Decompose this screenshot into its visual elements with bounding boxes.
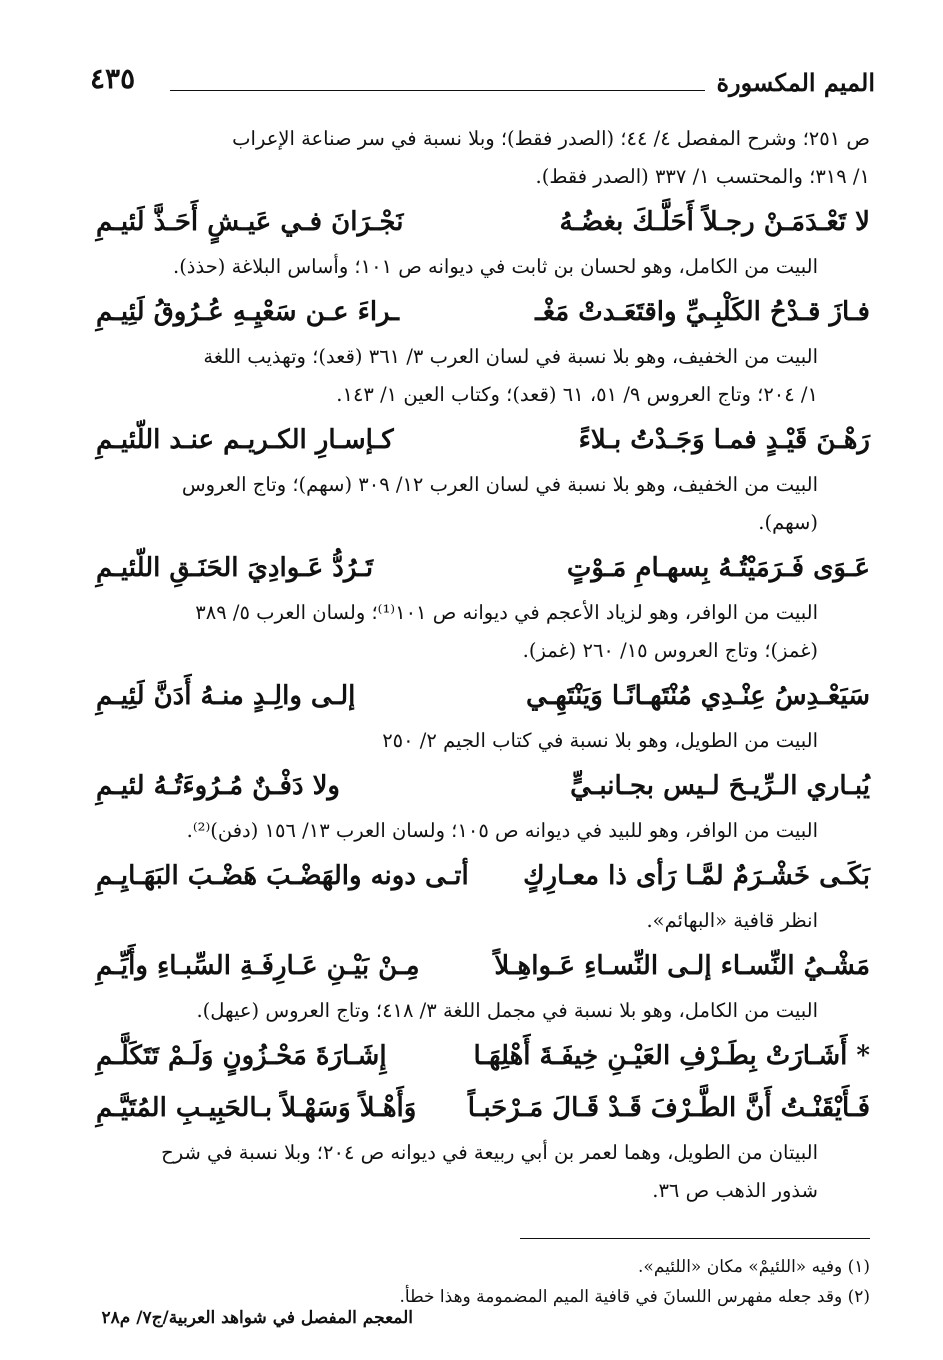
verse-line xyxy=(96,542,870,594)
prose-line: انظر قافية «البهائم». xyxy=(646,909,818,932)
prose-block xyxy=(96,992,870,1030)
verse-second-hemistich: ولا دَفْـنٌ مُـرُوءَتُـهُ لئيـمِ xyxy=(96,771,340,801)
prose-block xyxy=(96,120,870,196)
verse-second-hemistich: نَجْـرَانَ فـي عَيـشٍ أَحَـذَّ لَئيـمِ xyxy=(96,207,404,237)
prose-line: شذور الذهب ص ٣٦. xyxy=(652,1179,818,1202)
verse-second-hemistich: ـراءَ عـن سَعْيِـهِ عُـرُوقُ لَئِيـمِ xyxy=(96,297,400,327)
verse-first-hemistich: بَكَـى خَشْـرَمٌ لمَّـا رَأى ذا معـارِكٍ xyxy=(523,861,870,891)
verse-line xyxy=(96,286,870,338)
verse-line xyxy=(96,940,870,992)
verse-line xyxy=(96,196,870,248)
footnote-rule xyxy=(520,1238,870,1239)
prose-block xyxy=(96,466,870,542)
prose-block xyxy=(96,722,870,760)
prose-line: ١/ ٢٠٤؛ وتاج العروس ٩/ ٥١، ٦١ (قعد)؛ وكتاب العين ١/ ١٤٣. xyxy=(336,383,818,406)
verse-first-hemistich: مَشْـيُ النِّسـاء إلـى النِّسـاءِ عَـواهِـلاً xyxy=(494,951,870,981)
verse-first-hemistich: لا تَعْـدَمَـنْ رجـلاً أَحَلَّـكَ بغضُـهُ xyxy=(559,207,870,237)
verse-line xyxy=(96,670,870,722)
header-rule xyxy=(170,90,705,91)
prose-line: البيت من الخفيف، وهو بلا نسبة في لسان العرب ١٢/ ٣٠٩ (سهم)؛ وتاج العروس xyxy=(181,473,818,496)
verse-first-hemistich: يُبـاري الـرِّيـحَ لـيس بجـانبـيٍّ xyxy=(570,771,870,801)
prose-block xyxy=(96,248,870,286)
prose-line: البيت من الوافر، وهو لزياد الأعجم في ديوانه ص ١٠١⁽¹⁾؛ ولسان العرب ٥/ ٣٨٩ xyxy=(195,601,818,624)
chapter-title: الميم المكسورة xyxy=(716,68,875,97)
verse-line xyxy=(96,760,870,812)
verse-second-hemistich: كـإسـارِ الكـريـم عنـد اللّئيـمِ xyxy=(96,425,394,455)
page-footer: المعجم المفصل في شواهد العربية/ج٧/ م٢٨ xyxy=(101,1308,413,1328)
prose-line: البيت من الطويل، وهو بلا نسبة في كتاب الجيم ٢/ ٢٥٠ xyxy=(382,729,818,752)
verse-first-hemistich: فـازَ قـدْحُ الكَلْبِـيِّ واقتَعَـدتْ مَغْـ xyxy=(535,297,870,327)
page-number: ٤٣٥ xyxy=(90,62,136,95)
page-header xyxy=(90,62,875,102)
verse-first-hemistich: رَهْـنَ قَيْـدٍ فمـا وَجَـدْتُ بـلاءً xyxy=(578,425,870,455)
page-body xyxy=(96,120,870,1210)
verse-first-hemistich: فَـأَيْقَنْـتُ أَنَّ الطَّـرْفَ قَـدْ قَـالَ مَـرْحَبـاً xyxy=(467,1093,870,1123)
prose-block xyxy=(96,902,870,940)
prose-line: البيت من الوافر، وهو للبيد في ديوانه ص ١٠٥؛ ولسان العرب ١٣/ ١٥٦ (دفن)⁽²⁾. xyxy=(186,819,818,842)
verse-second-hemistich: أتـى دونه والهَضْـبَ هَضْـبَ البَهَـايِـمِ xyxy=(96,861,469,891)
prose-line: البيتان من الطويل، وهما لعمر بن أبي ربيعة في ديوانه ص ٢٠٤؛ وبلا نسبة في شرح xyxy=(161,1141,818,1164)
verse-first-hemistich: * أَشَـارَتْ بِطَـرْفِ العَيْـنِ خِيفَـةَ أَهْلِهَـا xyxy=(473,1041,870,1071)
prose-line: البيت من الكامل، وهو بلا نسبة في مجمل اللغة ٣/ ٤١٨؛ وتاج العروس (عيهل). xyxy=(196,999,818,1022)
footnote-2: (٢) وقد جعله مفهرس اللسانَ في قافية الميم المضمومة وهذا خطأ. xyxy=(399,1287,870,1307)
verse-second-hemistich: تَـرُدُّ عَـوادِيَ الحَنَـقِ اللّئيـمِ xyxy=(96,553,374,583)
verse-line xyxy=(96,1082,870,1134)
prose-block xyxy=(96,338,870,414)
prose-line: ص ٢٥١؛ وشرح المفصل ٤/ ٤٤؛ (الصدر فقط)؛ وبلا نسبة في سر صناعة الإعراب xyxy=(232,127,870,150)
verse-second-hemistich: مِـنْ بَيْـنِ عَـارِفَـةِ السِّبـاءِ وأَيِّـمِ xyxy=(96,951,420,981)
prose-line: البيت من الخفيف، وهو بلا نسبة في لسان العرب ٣/ ٣٦١ (قعد)؛ وتهذيب اللغة xyxy=(203,345,818,368)
verse-line xyxy=(96,1030,870,1082)
prose-block xyxy=(96,812,870,850)
verse-second-hemistich: إلـى والِـدٍ منـهُ أَدَنَّ لَئِيـمِ xyxy=(96,681,356,711)
prose-line: (سهم). xyxy=(758,511,818,534)
verse-line xyxy=(96,414,870,466)
footnote-1: (١) وفيه «اللئيمْ» مكان «اللئيم». xyxy=(638,1257,870,1277)
prose-line: البيت من الكامل، وهو لحسان بن ثابت في ديوانه ص ١٠١؛ وأساس البلاغة (حذذ). xyxy=(173,255,818,278)
prose-line: ١/ ٣١٩؛ والمحتسب ١/ ٣٣٧ (الصدر فقط). xyxy=(535,165,870,188)
prose-line: (غمز)؛ وتاج العروس ١٥/ ٢٦٠ (غمز). xyxy=(522,639,818,662)
verse-second-hemistich: وَأَهْـلاً وَسَهْـلاً بـالحَبِيـبِ المُتَيَّـمِ xyxy=(96,1093,417,1123)
verse-first-hemistich: سَيَعْـدِسُ عِنْـدِي مُنْتَهـانًـا وَيَنْتَهِـي xyxy=(526,681,870,711)
prose-block xyxy=(96,594,870,670)
prose-block xyxy=(96,1134,870,1210)
verse-line xyxy=(96,850,870,902)
verse-second-hemistich: إِشَـارَةَ مَحْـزُونٍ وَلَـمْ تَتَكَلَّـمِ xyxy=(96,1041,387,1071)
footnotes xyxy=(96,1252,870,1312)
verse-first-hemistich: عَـوَى فَـرَمَيْتُـهُ بِسهـامِ مَـوْتٍ xyxy=(566,553,870,583)
